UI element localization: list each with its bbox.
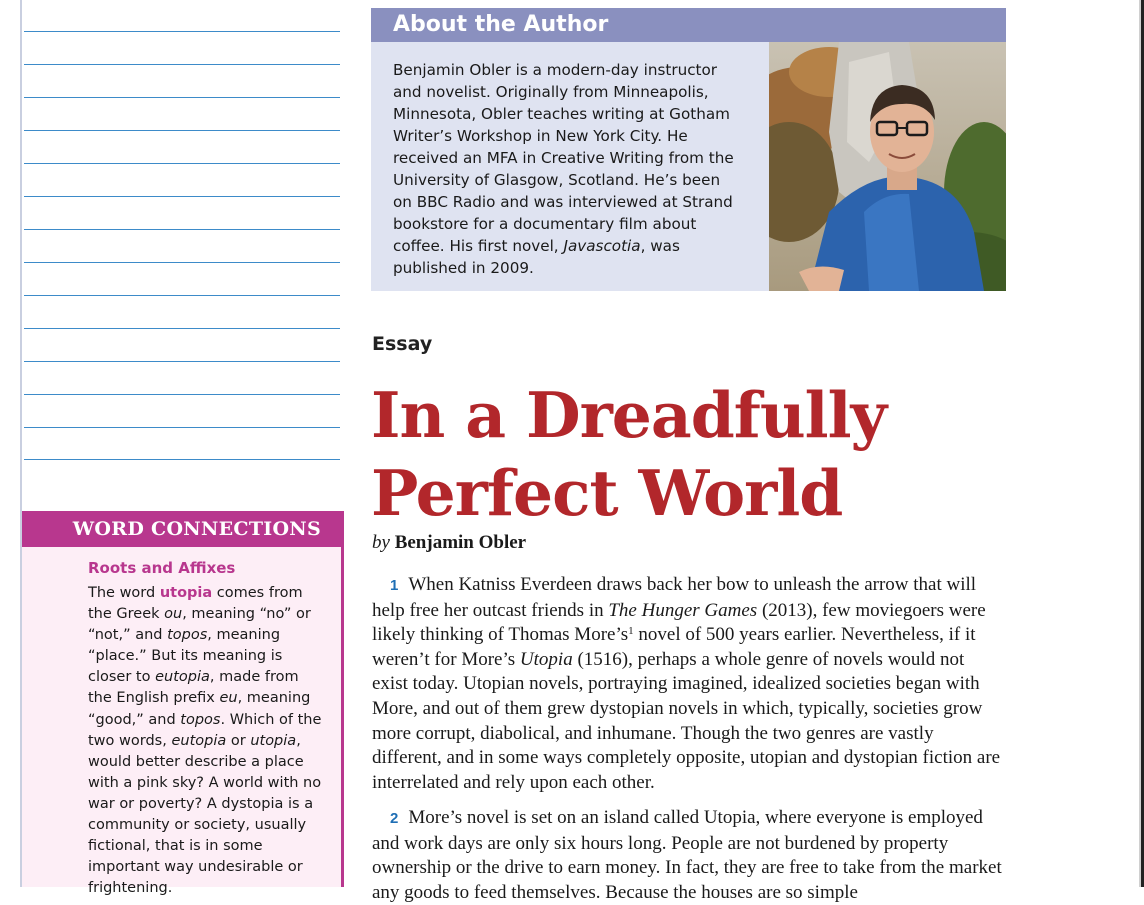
- note-line: [24, 427, 340, 428]
- essay-title-line: In a Dreadfully: [371, 378, 887, 452]
- about-author-heading: About the Author: [371, 8, 1006, 42]
- note-line: [24, 328, 340, 329]
- word-connections-box: [22, 511, 344, 897]
- note-line: [24, 31, 340, 32]
- note-line: [24, 64, 340, 65]
- word-connections-subheading: Roots and Affixes: [88, 559, 236, 577]
- genre-label: Essay: [372, 333, 433, 355]
- notes-column: [20, 0, 341, 897]
- word-connections-heading: WORD CONNECTIONS: [22, 511, 341, 547]
- note-line: [24, 196, 340, 197]
- note-line: [24, 229, 340, 230]
- essay-title-line: Perfect World: [371, 456, 843, 530]
- note-line: [24, 361, 340, 362]
- note-line: [24, 130, 340, 131]
- paragraph-2: 2 More’s novel is set on an island called Utopia, where everyone is employed and work days are only six hours long. People are not burdened by property ownership or the drive to earn money. In fact, they are free to take from the market any goods to feed themselves. Because the houses are so simple: [372, 807, 1002, 903]
- note-line: [24, 394, 340, 395]
- paragraph-number: 2: [390, 810, 399, 827]
- note-line: [24, 295, 340, 296]
- byline: by Benjamin Obler: [372, 532, 527, 553]
- note-line: [24, 97, 340, 98]
- author-photo: [769, 42, 1006, 291]
- word-connections-text: The word utopia comes from the Greek ou, meaning “no” or “not,” and topos, meaning “place.” But its meaning is closer to eutopia, made from the English prefix eu, meaning “good,” and topos. Which of the two words, eutopia or utopia, would better describe a place with a pink sky? A world with no war or poverty? A dystopia is a community or society, usually fictional, that is in some important way undesirable or frightening.: [88, 585, 322, 897]
- about-author-box: [371, 8, 1006, 291]
- note-line: [24, 459, 340, 460]
- note-line: [24, 262, 340, 263]
- author-bio: Benjamin Obler is a modern-day instructor and novelist. Originally from Minneapolis, Minnesota, Obler teaches writing at Gotham Writer’s Workshop in New York City. He received an MFA in Creative Writing from the University of Glasgow, Scotland. He’s been on BBC Radio and was interviewed at Strand bookstore for a documentary film about coffee. His first novel, Javascotia, was published in 2009.: [393, 61, 734, 277]
- footnote-marker: 1: [628, 625, 634, 638]
- paragraph-number: 1: [390, 577, 399, 594]
- paragraph-1: 1 When Katniss Everdeen draws back her bow to unleash the arrow that will help free her outcast friends in The Hunger Games (2013), few moviegoers were likely thinking of Thomas $More’s^1$ novel of 500 years earlier. Nevertheless, if it weren’t for More’s Utopia (1516), perhaps a whole genre of novels would not exist today. Utopian novels, portraying imagined, idealized societies began with More, and out of them grew dystopian novels in which, typically, societies grow more corrupt, diabolical, and inhumane. Though the two genres are vastly different, and in some ways completely opposite, utopian and dystopian fiction are interrelated and rely upon each other.: [372, 574, 1001, 793]
- essay-title: [371, 376, 1011, 532]
- note-line: [24, 163, 340, 164]
